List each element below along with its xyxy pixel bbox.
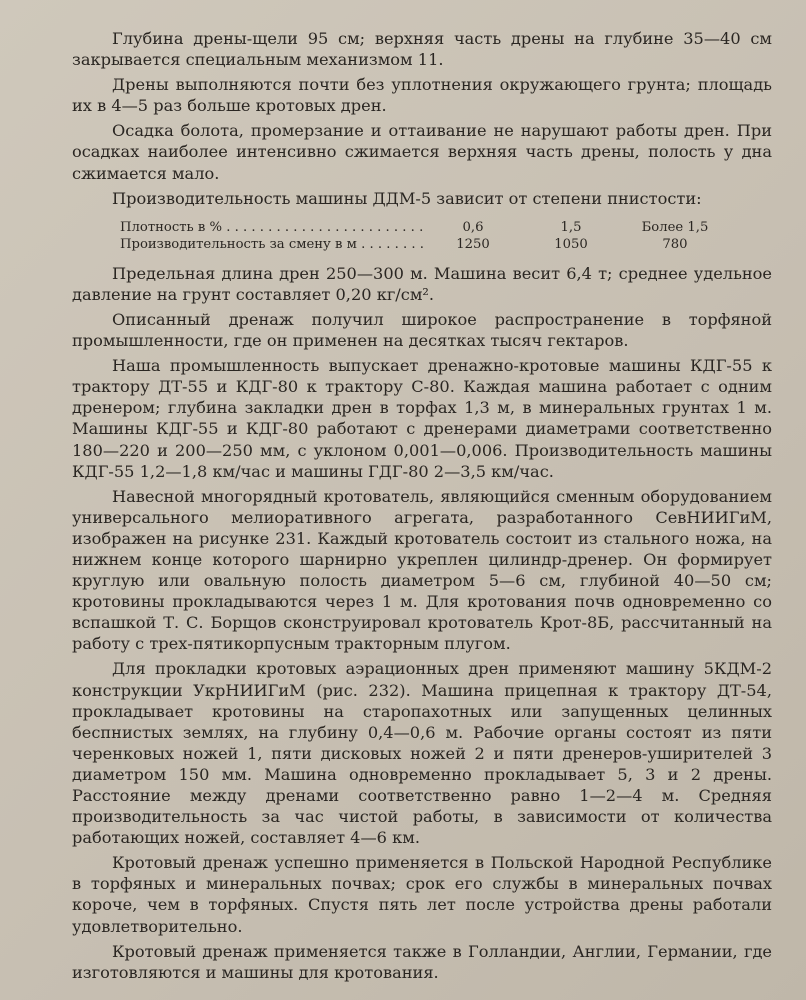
table-cell: 780 xyxy=(662,236,688,252)
paragraph-9: Для прокладки кротовых аэрационных дрен применяют машину 5КДМ-2 конструкции УкрНИИГиМ (рис. 232). Машина прицепная к трактору ДТ-54, прокладывает кротовины на старопахотных или запущенных целинных беспнистых землях, на глубину 0,4—0,6 м. Рабочие органы состоят из пяти черенковых ножей 1, пяти дисковых ножей 2 и пяти дренеров-уширителей 3 диаметром 150 мм. Машина одновременно прокладывает 5, 3 и 2 дрены. Расстояние между дренами соответственно равно 1—2—4 м. Средняя производительность за час чистой работы, в зависимости от количества работающих ножей, составляет 4—6 км. xyxy=(72,659,772,848)
paragraph-1: Глубина дрены-щели 95 см; верхняя часть дрены на глубине 35—40 см закрывается специальным механизмом 11. xyxy=(72,29,772,70)
table-row-label: Плотность в % . . . xyxy=(120,219,424,236)
paragraph-10: Кротовый дренаж успешно применяется в Польской Народной Республике в торфяных и минеральных почвах; срок его службы в минеральных почвах короче, чем в торфяных. Спустя пять лет после устройства дрены работали удовлетворительно. xyxy=(72,853,772,936)
paragraph-7: Наша промышленность выпускает дренажно-кротовые машины КДГ-55 к трактору ДТ-55 и КДГ-80 к трактору С-80. Каждая машина работает с одним дренером; глубина закладки дрен в торфах 1,3 м, в минеральных грунтах 1 м. Машины КДГ-55 и КДГ-80 работают с дренерами диаметрами соответственно 180—220 и 200—250 мм, с уклоном 0,001—0,006. Производительность машины КДГ-55 1,2—1,8 км/час и машины ГДГ-80 2—3,5 км/час. xyxy=(72,356,772,481)
table-cell: 1250 xyxy=(456,236,490,252)
productivity-table xyxy=(120,219,730,253)
paragraph-6: Описанный дренаж получил широкое распространение в торфяной промышленности, где он применен на десятках тысяч гектаров. xyxy=(72,309,772,351)
table-cell: 0,6 xyxy=(462,219,484,235)
paragraph-2: Дрены выполняются почти без уплотнения окружающего грунта; площадь их в 4—5 раз больше кротовых дрен. xyxy=(72,75,772,116)
table-row xyxy=(120,236,730,253)
paragraph-11: Кротовый дренаж применяется также в Голландии, Англии, Германии, где изготовляются и машины для кротования. xyxy=(72,941,772,982)
table-cell: 1,5 xyxy=(560,219,582,235)
table-cell: 1050 xyxy=(554,236,588,252)
page-text xyxy=(72,28,772,987)
table-row-label: Производительность за смену в м . . . xyxy=(120,236,424,253)
table-row xyxy=(120,219,730,236)
table-cell: Более 1,5 xyxy=(641,219,709,235)
paragraph-5: Предельная длина дрен 250—300 м. Машина весит 6,4 т; среднее удельное давление на грунт составляет 0,20 кг/см². xyxy=(72,263,772,304)
paragraph-8: Навесной многорядный кротователь, являющийся сменным оборудованием универсального мелиоративного агрегата, разработанного СевНИИГиМ, изображен на рисунке 231. Каждый кротователь состоит из стального ножа, на нижнем конце которого шарнирно укреплен цилиндр-дренер. Он формирует круглую или овальную полость диаметром 5—6 см, глубиной 40—50 см; кротовины прокладываются через 1 м. Для кротования почв одновременно со вспашкой Т. С. Борщов сконструировал кротователь Крот-8Б, рассчитанный на работу с трех-пятикорпусным тракторным плугом. xyxy=(72,486,772,654)
paragraph-4: Производительность машины ДДМ-5 зависит от степени пнистости: xyxy=(112,188,702,208)
paragraph-3: Осадка болота, промерзание и оттаивание не нарушают работы дрен. При осадках наиболее интенсивно сжимается верхняя часть дрены, полость у дна сжимается мало. xyxy=(72,121,772,183)
